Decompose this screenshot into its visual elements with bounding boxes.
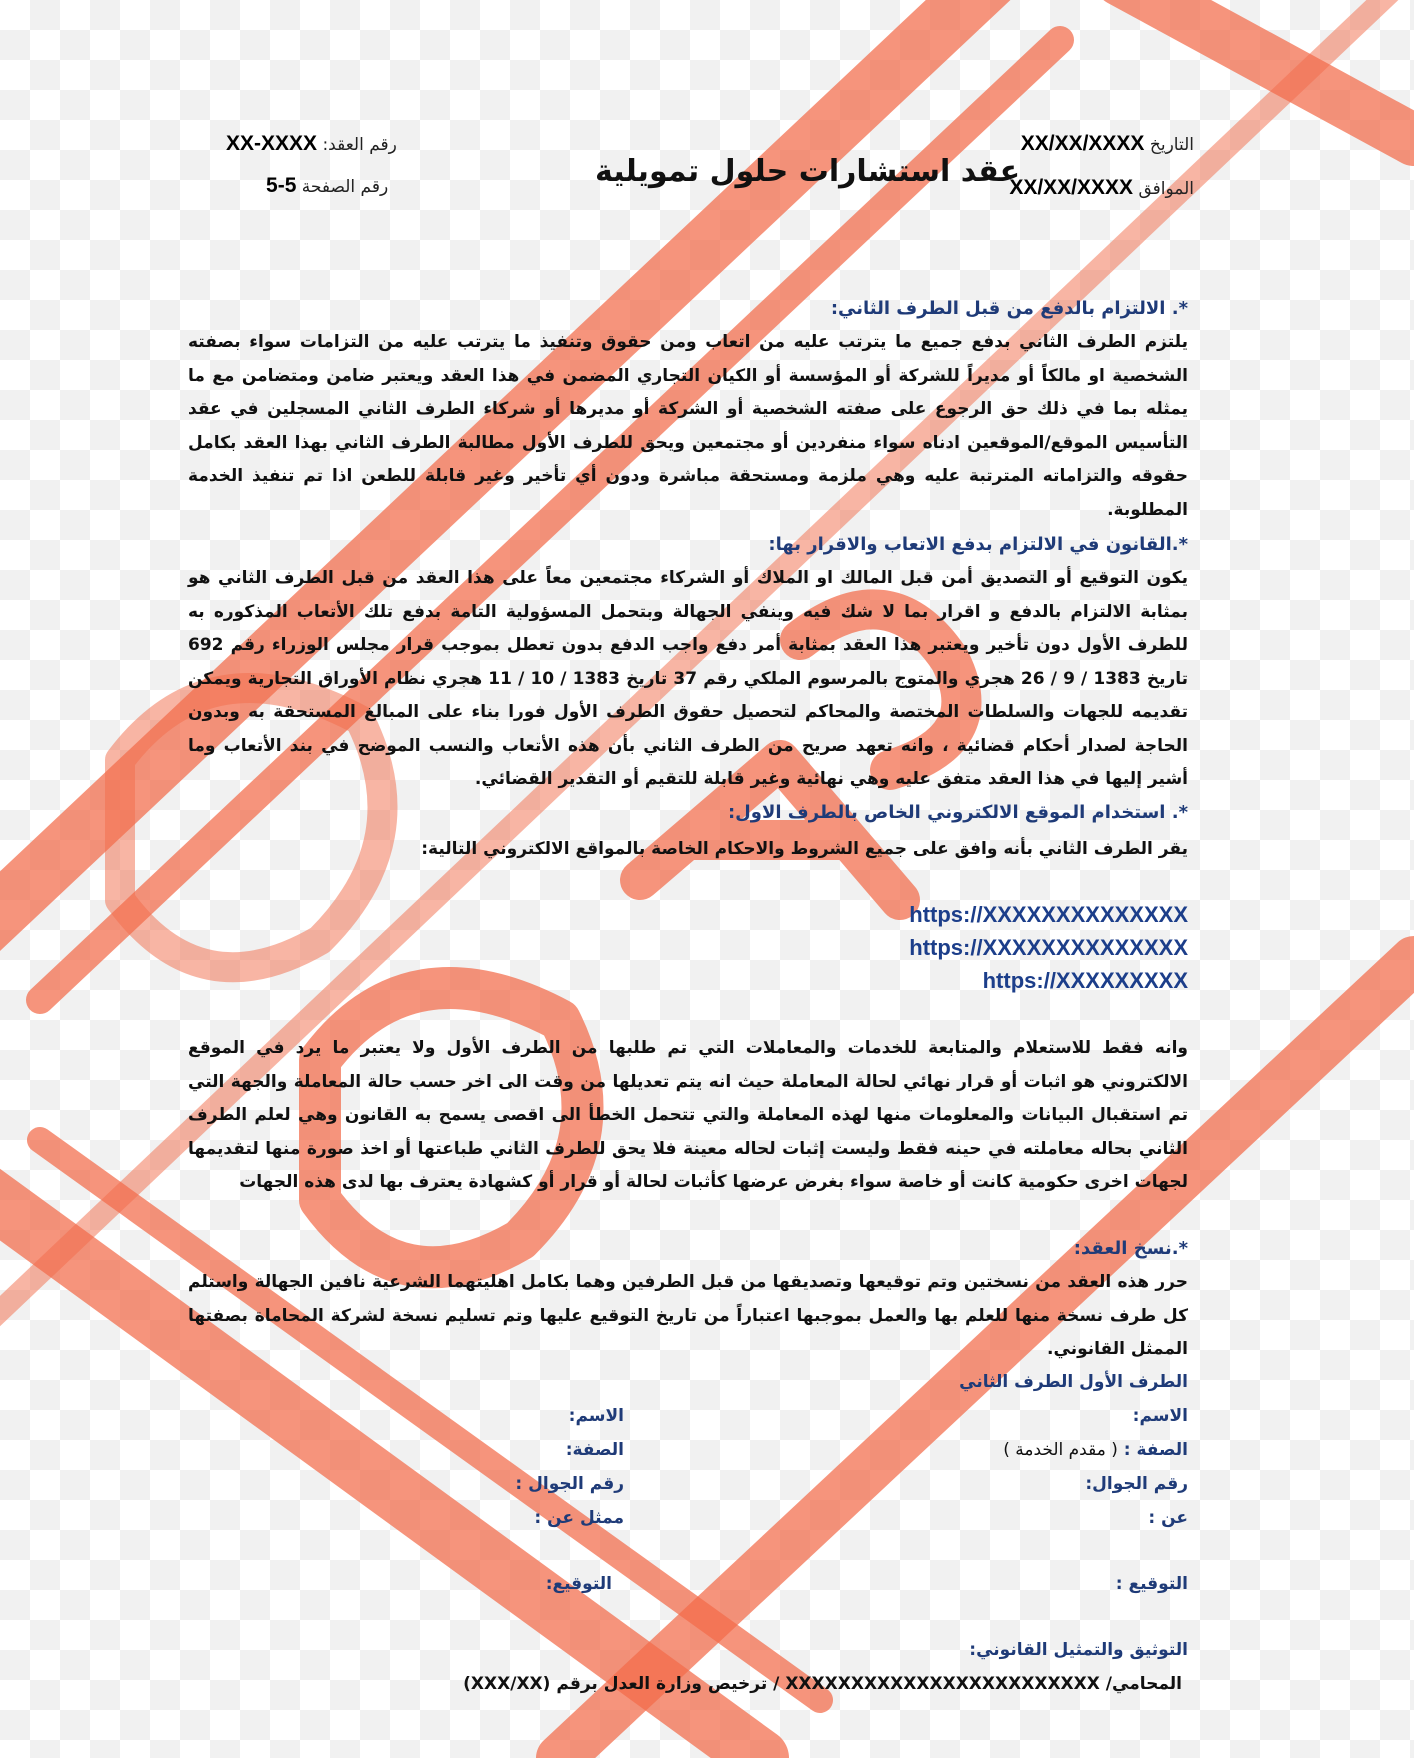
first-party-role-value: ( مقدم الخدمة ) <box>1003 1440 1118 1460</box>
first-party-signature-label: التوقيع : <box>1115 1574 1188 1594</box>
website-links <box>909 898 1188 997</box>
page-number-value: 5-5 <box>266 174 297 197</box>
first-party-role-label: الصفة : <box>1123 1440 1188 1460</box>
hijri-label: الموافق <box>1138 179 1194 199</box>
page-number-label: رقم الصفحة <box>301 177 389 197</box>
payment-section-title: *. الالتزام بالدفع من قبل الطرف الثاني: <box>830 298 1188 319</box>
date-field <box>1021 132 1194 156</box>
date-label: التاريخ <box>1149 135 1194 155</box>
contract-number-value: XX-XXXX <box>226 132 318 155</box>
second-party-mobile-label: رقم الجوال : <box>515 1474 624 1494</box>
second-party-name-label: الاسم: <box>568 1406 624 1426</box>
copies-section-text: حرر هذه العقد من نسختين وتم توقيعها وتصديقها من قبل الطرفين وهما بكامل اهليتهما الشرعية نافين الجهالة واستلم كل طرف نسخة منها للعلم بها والعمل بموجبها اعتباراً من تاريخ التوقيع عليها وتم تسليم نسخة لشركة المحاماة بصفتها الممثل القانوني. <box>188 1272 1188 1359</box>
website-link[interactable]: https://XXXXXXXXXXXXXX <box>909 902 1188 927</box>
contract-number-field <box>226 132 397 156</box>
copies-section-title: *.نسخ العقد: <box>1073 1238 1188 1259</box>
contract-number-label: رقم العقد: <box>322 135 397 155</box>
website-link[interactable]: https://XXXXXXXXX <box>982 968 1188 993</box>
first-party-role-field <box>1003 1440 1188 1460</box>
hijri-value: XX/XX/XXXX <box>1009 176 1134 199</box>
law-section-text: يكون التوقيع أو التصديق أمن قبل المالك او الملاك أو الشركاء مجتمعين معاً على هذا العقد من قبل الطرف الثاني هو بمثابة الالتزام بالدفع و اقرار بما لا شك فيه وينفي الجهالة وبتحمل المسؤولية التامة بدفع تلك الأتعاب المذكوره به للطرف الأول دون تأخير ويعتبر هذا العقد بمثابة أمر دفع واجب الدفع بدون تعطل بموجب قرار مجلس الوزراء رقم 692 تاريخ 1383 / 9 / 26 هجري والمتوج بالمرسوم الملكي رقم 37 تاريخ 1383 / 10 / 11 هجري نظام الأوراق التجارية ويمكن تقديمه للجهات والسلطات المختصة والمحاكم لتحصيل حقوق الطرف الأول فورا بناء على المبالغ المستحقة به وبدون الحاجة لصدار أحكام قضائية ، وانه تعهد صريح من الطرف الثاني بأن هذه الأتعاب والنسب الموضح في بند الأتعاب وما أشير إليها في هذا العقد متفق عليه وهي نهائية وغير قابلة للتقيم أو التقدير القضائي. <box>188 568 1189 789</box>
website-section-text: يقر الطرف الثاني بأنه وافق على جميع الشروط والاحكام الخاصة بالمواقع الالكتروني التالية: <box>421 839 1188 859</box>
website-disclaimer-text: وانه فقط للاستعلام والمتابعة للخدمات والمعاملات التي تم طلبها من الطرف الأول ولا يعتبر ما يرد في الموقع الالكتروني هو اثبات أو قرار نهائي لحالة المعاملة حيث انه يتم تعديلها من وقت الى اخر حسب حالة المعاملة والجهة التي تم استقبال البيانات والمعلومات منها لهذه المعاملة والتي تتحمل الخطأ الى اقصى يسمح به القانون وهي لعلم الطرف الثاني بحاله معاملته في حينه فقط وليست إثبات لحاله معينة فلا يحق للطرف الثاني طباعتها أو اخذ صورة منها لتقديمها لجهات اخرى حكومية كانت أو خاصة سواء بغرض عرضها كأثبات لحالة أو قرار أو كشهادة يعترف بها لدى هذه الجهات <box>188 1038 1188 1192</box>
lawyer-license-line: المحامي/ XXXXXXXXXXXXXXXXXXXXXXXX / ترخيص وزارة العدل برقم (XXX/XX) <box>463 1674 1182 1694</box>
page-number-field <box>266 174 388 198</box>
law-section-title: *.القانون في الالتزام بدفع الاتعاب والاقرار بها: <box>768 534 1188 555</box>
date-value: XX/XX/XXXX <box>1020 132 1145 155</box>
first-party-name-label: الاسم: <box>1132 1406 1188 1426</box>
second-party-signature-label: التوقيع: <box>545 1574 612 1594</box>
legal-section-title: التوثيق والتمثيل القانوني: <box>969 1640 1188 1660</box>
payment-section-text: يلتزم الطرف الثاني بدفع جميع ما يترتب عليه من اتعاب ومن حقوق وتنفيذ ما يترتب عليه من التزامات سواء بصفته الشخصية او مالكاً أو مديراً للشركة أو المؤسسة أو الكيان التجاري المضمن في هذا العقد ويعتبر ضامن ومتضامن مع ما يمثله بما في ذلك حق الرجوع على صفته الشخصية أو الشركة أو مديرها أو شركاء الطرف الثاني المسجلين في عقد التأسيس الموقع/الموقعين ادناه سواء منفردين أو مجتمعين ويحق للطرف الأول مطالبة الطرف الثاني بهذا العقد بكامل حقوقه والتزاماته المترتبة عليه وهي ملزمة ومستحقة مباشرة ودون أي تأخير وغير قابلة للطعن اذا تم تنفيذ الخدمة المطلوبة. <box>188 332 1188 520</box>
website-link[interactable]: https://XXXXXXXXXXXXXX <box>909 935 1188 960</box>
hijri-date-field <box>1009 176 1194 200</box>
parties-heading: الطرف الأول الطرف الثاني <box>959 1372 1188 1392</box>
first-party-on-behalf-label: عن : <box>1148 1508 1188 1528</box>
website-section-title: *. استخدام الموقع الالكتروني الخاص بالطرف الاول: <box>727 802 1188 823</box>
first-party-mobile-label: رقم الجوال: <box>1085 1474 1188 1494</box>
second-party-represent-label: ممثل عن : <box>534 1508 624 1528</box>
page-title: عقد استشارات حلول تمويلية <box>595 154 1021 189</box>
second-party-role-label: الصفة: <box>565 1440 624 1460</box>
